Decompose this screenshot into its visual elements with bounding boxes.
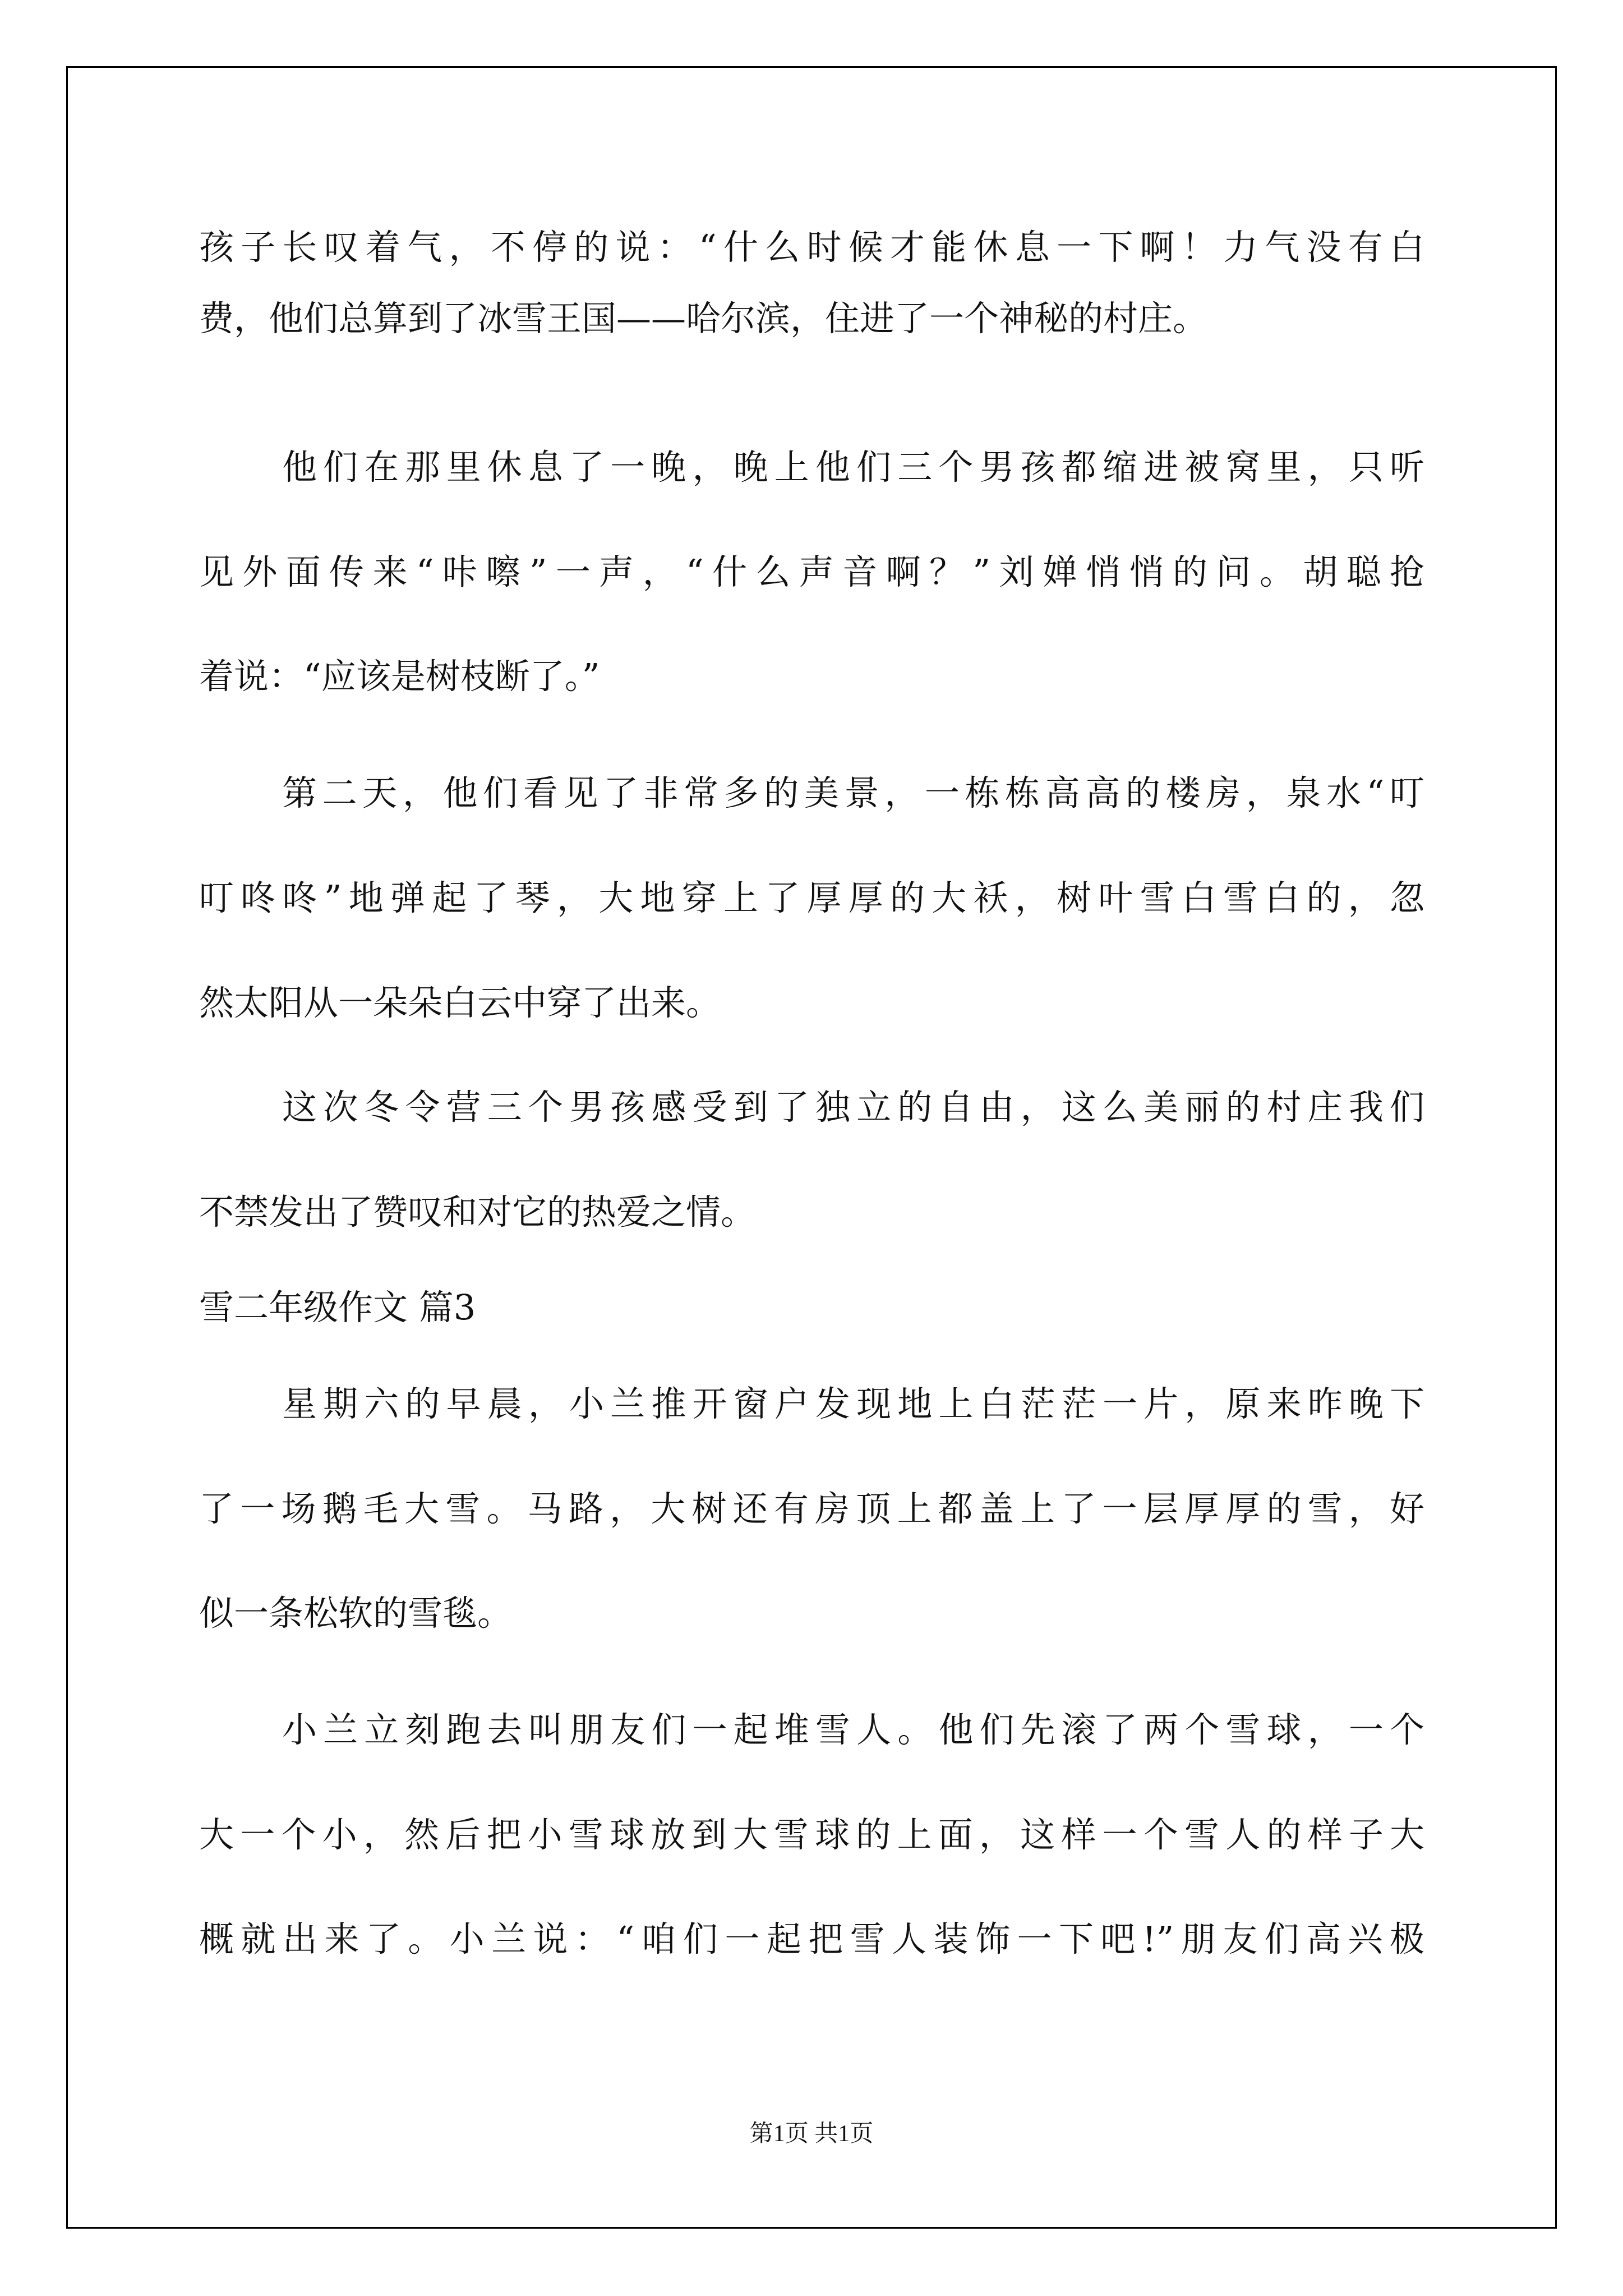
text-line: 叮咚咚”地弹起了琴，大地穿上了厚厚的大袄，树叶雪白雪白的，忽 [199,877,1424,918]
text-line: 第二天，他们看见了非常多的美景，一栋栋高高的楼房，泉水“叮 [282,772,1424,813]
text-line: 孩子长叹着气，不停的说：“什么时候才能休息一下啊！力气没有白 [199,227,1424,268]
section-heading: 雪二年级作文 篇3 [199,1287,476,1328]
text-line: 星期六的早晨，小兰推开窗户发现地上白茫茫一片，原来昨晚下 [282,1383,1424,1424]
text-line: 然太阳从一朵朵白云中穿了出来。 [199,982,721,1023]
text-line: 不禁发出了赞叹和对它的热爱之情。 [199,1191,756,1232]
text-line: 见外面传来“咔嚓”一声，“什么声音啊？”刘婵悄悄的问。胡聪抢 [199,551,1424,592]
text-line: 概就出来了。小兰说：“咱们一起把雪人装饰一下吧!”朋友们高兴极 [199,1918,1424,1959]
page-number: 第1页 共1页 [749,2121,874,2147]
text-line: 费，他们总算到了冰雪王国——哈尔滨，住进了一个神秘的村庄。 [199,298,1208,339]
text-line: 着说：“应该是树枝断了。” [199,656,600,697]
page-border [66,66,1557,2229]
text-line: 他们在那里休息了一晚，晚上他们三个男孩都缩进被窝里，只听 [282,447,1424,487]
text-line: 这次冬令营三个男孩感受到了独立的自由，这么美丽的村庄我们 [282,1087,1424,1128]
text-line: 似一条松软的雪毯。 [199,1593,513,1634]
text-line: 了一场鹅毛大雪。马路，大树还有房顶上都盖上了一层厚厚的雪，好 [199,1488,1424,1529]
text-line: 小兰立刻跑去叫朋友们一起堆雪人。他们先滚了两个雪球，一个 [282,1709,1424,1750]
text-line: 大一个小，然后把小雪球放到大雪球的上面，这样一个雪人的样子大 [199,1814,1424,1855]
